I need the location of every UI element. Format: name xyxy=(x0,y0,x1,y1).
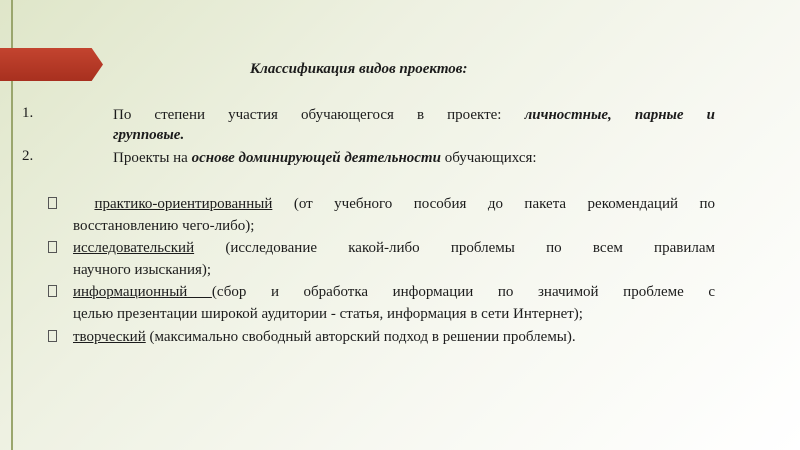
bullet-line2-information: целью презентации широкой аудитории - статья, информация в сети Интернет); xyxy=(73,306,583,322)
bullet-item-information xyxy=(73,281,715,325)
bullet-term-practice: практико-ориентированный xyxy=(94,196,273,212)
bullet-rest-information: (сбор и обработка информации по значимой проблеме с xyxy=(211,284,715,300)
bullet-line2-practice: восстановлению чего-либо); xyxy=(73,218,255,234)
red-arrow-tab xyxy=(0,48,103,81)
bullet-rest-research: (исследование какой-либо проблемы по всем правилам xyxy=(194,240,715,256)
bullet-line2-research: научного изыскания); xyxy=(73,262,212,278)
list-number-2: 2. xyxy=(22,148,34,164)
list-item-2-text-c: обучающихся: xyxy=(440,150,537,166)
bullet-box-icon xyxy=(48,197,57,209)
bullet-box-icon xyxy=(48,330,57,342)
bullet-rest-creative: (максимально свободный авторский подход в решении проблемы). xyxy=(145,329,576,345)
bullet-item-research xyxy=(73,237,715,281)
list-item-1-line2: групповые. xyxy=(113,127,185,143)
list-item-1-emphasis: личностные, парные и xyxy=(524,107,716,123)
bullet-term-information: информационный xyxy=(73,284,212,300)
list-item-1-text: По степени участия обучающегося в проекте: xyxy=(113,107,525,123)
bullet-box-icon xyxy=(48,241,57,253)
list-item-1-line1 xyxy=(113,105,715,125)
bullet-box-icon xyxy=(48,285,57,297)
list-number-1: 1. xyxy=(22,105,34,121)
bullet-item-practice xyxy=(73,193,715,237)
slide-title: Классификация видов проектов: xyxy=(250,61,468,77)
list-item-2-emphasis: основе доминирующей деятельности xyxy=(191,150,441,166)
bullet-rest-practice: (от учебного пособия до пакета рекомендаций по xyxy=(272,196,715,212)
list-item-2 xyxy=(113,148,537,168)
bullet-term-creative: творческий xyxy=(73,329,146,345)
list-item-2-text-a: Проекты на xyxy=(113,150,192,166)
bullet-item-creative xyxy=(73,326,715,348)
bullet-term-research: исследовательский xyxy=(73,240,195,256)
